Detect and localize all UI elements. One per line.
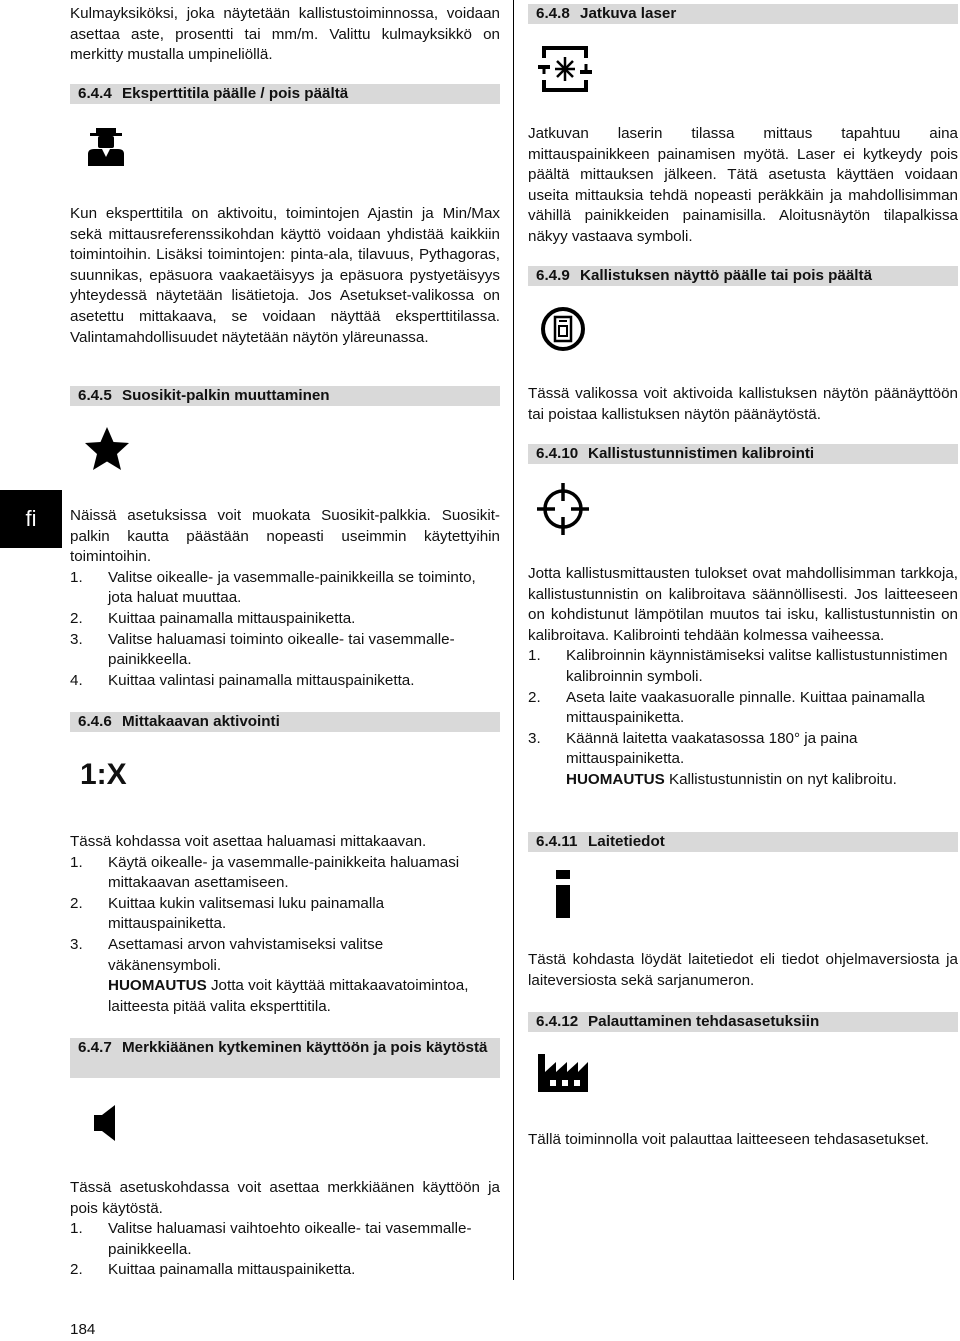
device-info-text: Tästä kohdasta löydät laitetiedot eli tiedot ohjelmaversiosta ja laiteversiosta sekä sarjanumeron. (528, 951, 958, 989)
favorites-steps (70, 568, 500, 692)
intro-paragraph: Kulmayksiköksi, joka näytetään kallistustoiminnossa, voidaan asettaa aste, prosentti tai mm/m. Valittu kulmayksikkö on merkitty mustalla umpineliöllä. (70, 5, 500, 64)
section-title: Jatkuva laser (580, 5, 677, 22)
continuous-laser-text: Jatkuvan laserin tilassa mittaus tapahtuu aina mittauspainikkeen painamisen myötä. Laser ei kytkeydy pois päältä mittauksen jälkeen. Tätä asetusta käyttäen voidaan useita mittauksia tehdä nopeasti peräkkäin ja mahdollisimman vähillä painikkeiden painamisilla. Aloitusnäytön tilapalkissa näkyy vastaava symboli. (528, 125, 958, 245)
list-item: 1. Valitse haluamasi vaihtoehto oikealle- tai vasemmalle-painikkeella. (70, 1220, 472, 1258)
heading-6-4-9 (528, 266, 958, 286)
section-title: Eksperttitila päälle / pois päältä (122, 85, 349, 102)
section-number: 6.4.8 (536, 5, 570, 22)
factory-reset-text: Tällä toiminnolla voit palauttaa laitteeseen tehdasasetukset. (528, 1131, 930, 1148)
calibration-steps (528, 646, 958, 770)
list-item: 3. Valitse haluamasi toiminto oikealle- tai vasemmalle-painikkeella. (70, 630, 455, 669)
heading-6-4-12 (528, 1012, 958, 1032)
section-number: 6.4.4 (78, 85, 112, 102)
calibration-note (528, 770, 958, 791)
note-label: HUOMAUTUS (566, 770, 665, 788)
heading-6-4-7 (70, 1038, 500, 1078)
heading-6-4-8 (528, 4, 958, 24)
favorites-section (70, 506, 500, 691)
heading-6-4-6 (70, 712, 500, 732)
section-number: 6.4.12 (536, 1013, 579, 1030)
scale-text: Tässä kohdassa voit asettaa haluamasi mittakaavan. (70, 833, 427, 850)
factory-icon (538, 1054, 588, 1099)
list-item: 3. Asettamasi arvon vahvistamiseksi valitse väkänensymboli. (70, 935, 384, 974)
note-label: HUOMAUTUS (108, 977, 207, 995)
scale-steps (70, 853, 500, 977)
section-number: 6.4.5 (78, 387, 112, 404)
sound-steps (70, 1219, 500, 1281)
section-number: 6.4.10 (536, 445, 579, 462)
list-item: 1. Kalibroinnin käynnistämiseksi valitse kallistustunnistimen kalibroinnin symboli. (528, 647, 948, 685)
list-item: 2. Aseta laite vaakasuoralle pinnalle. Kuittaa painamalla mittauspainiketta. (528, 688, 925, 727)
heading-6-4-4 (70, 84, 500, 104)
tilt-display-icon (540, 306, 586, 359)
column-divider (513, 0, 514, 1280)
section-number: 6.4.7 (78, 1039, 112, 1056)
calibration-section (528, 564, 958, 791)
star-icon (84, 426, 130, 479)
scale-note (70, 976, 500, 1017)
section-title: Palauttaminen tehdasasetuksiin (588, 1013, 820, 1030)
section-number: 6.4.11 (536, 833, 578, 850)
page-number: 184 (70, 1321, 96, 1338)
note-text: Kallistustunnistin on nyt kalibroitu. (668, 770, 897, 788)
sound-section (70, 1178, 500, 1281)
info-icon (556, 870, 570, 925)
list-item: 2. Kuittaa painamalla mittauspainiketta. (70, 1261, 356, 1279)
section-title: Suosikit-palkin muuttaminen (122, 387, 330, 404)
tilt-display-text: Tässä valikossa voit aktivoida kallistuksen näytön päänäyttöön tai poistaa kallistuksen näytön päänäytöstä. (528, 385, 958, 423)
list-item: 1. Valitse oikealle- ja vasemmalle-painikkeilla se toiminto, jota haluat muuttaa. (70, 568, 476, 607)
continuous-laser-icon (536, 44, 594, 101)
section-number: 6.4.6 (78, 713, 112, 730)
speaker-icon (94, 1104, 116, 1149)
heading-6-4-10 (528, 444, 958, 464)
list-item: 4. Kuittaa valintasi painamalla mittauspainiketta. (70, 671, 415, 689)
expert-mode-text: Kun eksperttitila on aktivoitu, toimintojen Ajastin ja Min/Max sekä mittausreferenssikohdan käyttö voidaan yhdistää kaikkiin toimintoihin. Lisäksi toimintojen: pinta-ala, tilavuus, Pythagoras, suunnikas, epäsuora vaakaetäisyys ja epäsuora pystyetäisyys yhteydessä näytetään lisätietoja. Jos Asetukset-valikossa on asetettu mittakaava, se voidaan näyttää eksperttitilassa. Valintamahdollisuudet näytetään näytön yläreunassa. (70, 205, 500, 346)
note-text: Jotta voit käyttää mittakaavatoimintoa, laitteesta pitää valita eksperttitila. (108, 977, 469, 1015)
scale-icon: 1:X (80, 758, 127, 791)
list-item: 2. Kuittaa painamalla mittauspainiketta. (70, 609, 356, 627)
list-item: 1. Käytä oikealle- ja vasemmalle-painikkeita haluamasi mittakaavan asettamiseen. (70, 853, 460, 892)
section-title: Kallistustunnistimen kalibrointi (588, 445, 815, 462)
favorites-text: Näissä asetuksissa voit muokata Suosikit-palkkia. Suosikit-palkin kautta päästään nopeasti useimmin käytettyihin toimintoihin. (70, 507, 500, 566)
heading-6-4-5 (70, 386, 500, 406)
scale-section (70, 832, 500, 1017)
section-title: Laitetiedot (588, 833, 665, 850)
heading-6-4-11 (528, 832, 958, 852)
expert-person-icon (88, 126, 124, 173)
section-number: 6.4.9 (536, 267, 570, 284)
section-title: Kallistuksen näyttö päälle tai pois päältä (580, 267, 873, 284)
section-title: Mittakaavan aktivointi (122, 713, 280, 730)
list-item: 2. Kuittaa kukin valitsemasi luku painamalla mittauspainiketta. (70, 894, 385, 933)
calibration-text: Jotta kallistusmittausten tulokset ovat mahdollisimman tarkkoja, kallistustunnistin on kalibroitava säännöllisesti. Jos laitteeseen on kohdistunut lämpötilan muutos tai isku, kallistustunnistin on kalibroitava. Kalibrointi tehdään kolmessa vaiheessa. (528, 565, 958, 644)
crosshair-icon (536, 482, 590, 543)
language-tab: fi (0, 490, 62, 548)
list-item: 3. Käännä laitetta vaakatasossa 180° ja paina mittauspainiketta. (528, 729, 858, 768)
sound-text: Tässä asetuskohdassa voit asettaa merkkiäänen käyttöön ja pois käytöstä. (70, 1179, 500, 1217)
section-title: Merkkiäänen kytkeminen käyttöön ja pois käytöstä (122, 1039, 488, 1056)
